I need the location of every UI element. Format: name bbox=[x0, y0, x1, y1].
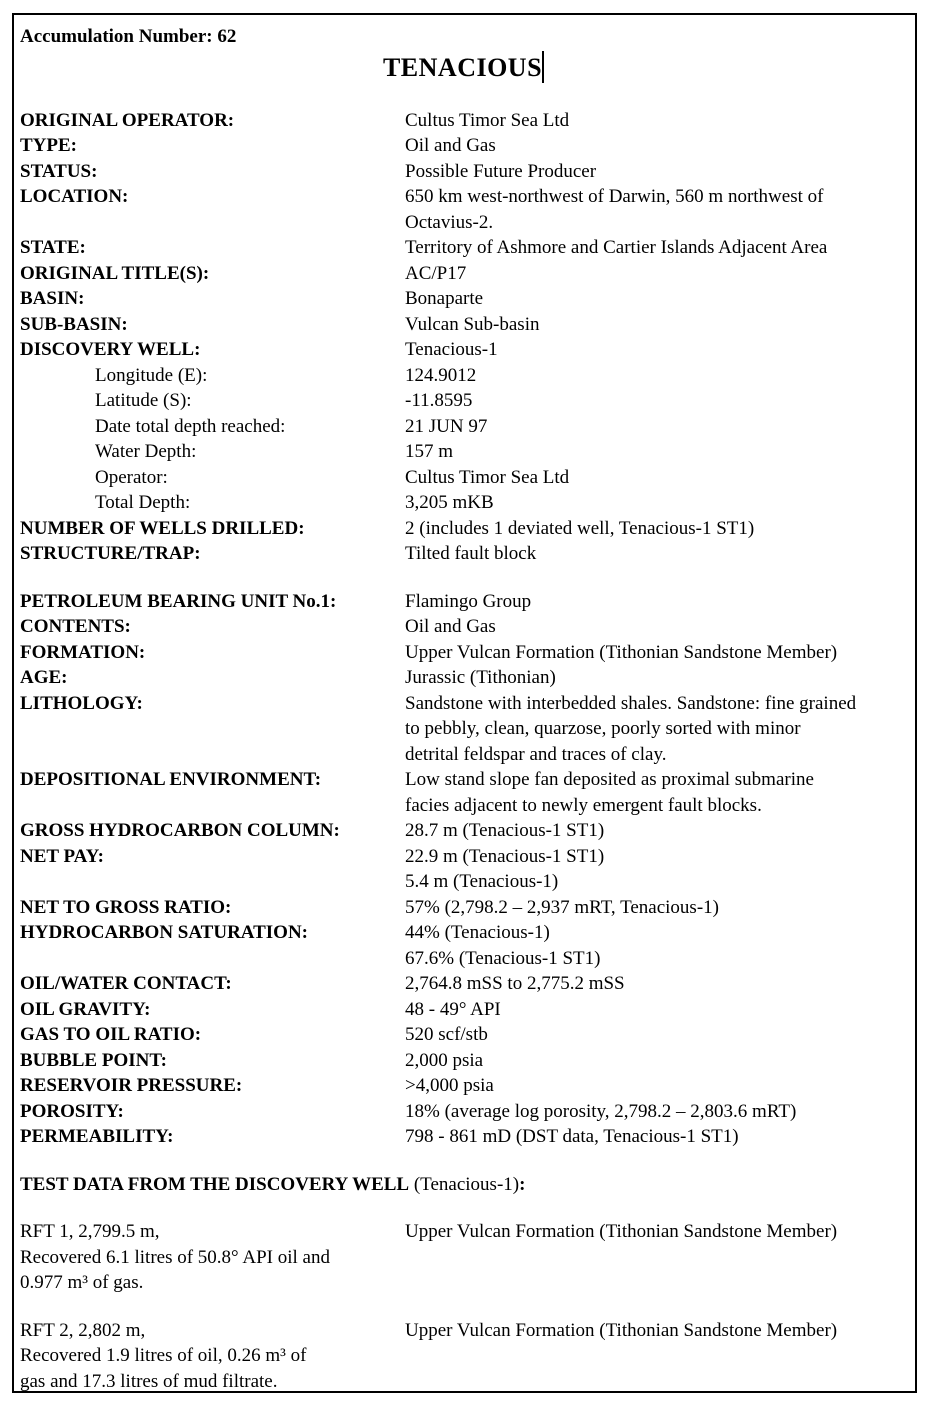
field-value bbox=[405, 159, 907, 185]
field-row bbox=[20, 388, 907, 414]
test-description-line: RFT 2, 2,802 m, bbox=[20, 1319, 146, 1341]
field-label: ORIGINAL TITLE(S): bbox=[20, 262, 210, 284]
document-page bbox=[12, 13, 917, 1393]
field-value bbox=[405, 767, 907, 818]
field-value-line: 157 m bbox=[405, 441, 454, 462]
field-label: STATE: bbox=[20, 237, 86, 258]
field-value bbox=[405, 312, 907, 338]
field-value-line: Octavius-2. bbox=[405, 211, 494, 233]
field-label: RESERVOIR PRESSURE: bbox=[20, 1075, 243, 1096]
field-value-line: Tilted fault block bbox=[405, 543, 537, 564]
field-row bbox=[20, 1073, 907, 1099]
field-row bbox=[20, 895, 907, 921]
field-label: NUMBER OF WELLS DRILLED: bbox=[20, 517, 305, 539]
field-row bbox=[20, 235, 907, 261]
test-entry bbox=[20, 1318, 907, 1394]
field-row bbox=[20, 818, 907, 844]
field-value bbox=[405, 133, 907, 159]
field-value-line: Low stand slope fan deposited as proximal submarine bbox=[405, 769, 814, 790]
test-description-line: Recovered 6.1 litres of 50.8° API oil and bbox=[20, 1246, 330, 1268]
field-row bbox=[20, 1048, 907, 1074]
field-value-line: Oil and Gas bbox=[405, 616, 496, 637]
accumulation-number: Accumulation Number: 62 bbox=[20, 26, 237, 47]
field-value bbox=[405, 640, 907, 666]
field-row bbox=[20, 640, 907, 666]
field-value bbox=[405, 184, 907, 235]
test-data-heading-bold: TEST DATA FROM THE DISCOVERY WELL bbox=[20, 1173, 410, 1195]
test-entry bbox=[20, 1219, 907, 1296]
field-list bbox=[20, 108, 907, 1150]
field-label: LOCATION: bbox=[20, 186, 129, 207]
field-value-line: to pebbly, clean, quarzose, poorly sorted with minor bbox=[405, 718, 801, 739]
field-row bbox=[20, 261, 907, 287]
field-value bbox=[405, 1099, 907, 1125]
field-row bbox=[20, 997, 907, 1023]
field-row bbox=[20, 312, 907, 338]
field-value-line: Possible Future Producer bbox=[405, 160, 597, 182]
field-row bbox=[20, 439, 907, 465]
field-row bbox=[20, 665, 907, 691]
field-value bbox=[405, 286, 907, 312]
field-label: NET PAY: bbox=[20, 845, 104, 867]
field-value-line: 2,764.8 mSS to 2,775.2 mSS bbox=[405, 973, 625, 994]
field-value bbox=[405, 465, 907, 491]
field-label: HYDROCARBON SATURATION: bbox=[20, 922, 309, 943]
test-description-line: Recovered 1.9 litres of oil, 0.26 m³ of bbox=[20, 1345, 307, 1366]
field-value bbox=[405, 261, 907, 287]
test-description bbox=[20, 1219, 405, 1296]
test-data-heading bbox=[20, 1172, 907, 1198]
field-value-line: 57% (2,798.2 – 2,937 mRT, Tenacious-1) bbox=[405, 896, 719, 918]
field-value bbox=[405, 1124, 907, 1150]
field-value-line: 2,000 psia bbox=[405, 1049, 484, 1071]
field-row bbox=[20, 465, 907, 491]
field-row bbox=[20, 589, 907, 615]
field-label: OIL GRAVITY: bbox=[20, 998, 151, 1020]
field-value bbox=[405, 516, 907, 542]
field-label: Longitude (E): bbox=[95, 364, 208, 386]
field-value bbox=[405, 614, 907, 640]
test-formation: Upper Vulcan Formation (Tithonian Sandstone Member) bbox=[405, 1319, 838, 1341]
field-row bbox=[20, 159, 907, 185]
test-formation: Upper Vulcan Formation (Tithonian Sandstone Member) bbox=[405, 1221, 838, 1242]
field-label: DEPOSITIONAL ENVIRONMENT: bbox=[20, 769, 322, 790]
field-label: OIL/WATER CONTACT: bbox=[20, 973, 232, 994]
field-label: SUB-BASIN: bbox=[20, 313, 128, 335]
field-label: PETROLEUM BEARING UNIT No.1: bbox=[20, 590, 337, 612]
field-row bbox=[20, 337, 907, 363]
field-row bbox=[20, 1022, 907, 1048]
field-row bbox=[20, 844, 907, 895]
field-row bbox=[20, 1124, 907, 1150]
test-description-line: RFT 1, 2,799.5 m, bbox=[20, 1221, 160, 1242]
field-label: Operator: bbox=[95, 466, 168, 488]
field-label: Latitude (S): bbox=[95, 390, 192, 411]
field-value-line: 21 JUN 97 bbox=[405, 415, 488, 437]
field-row bbox=[20, 133, 907, 159]
field-value bbox=[405, 844, 907, 895]
field-value-line: 798 - 861 mD (DST data, Tenacious-1 ST1) bbox=[405, 1126, 739, 1147]
field-label: LITHOLOGY: bbox=[20, 692, 143, 714]
field-row bbox=[20, 614, 907, 640]
field-row bbox=[20, 414, 907, 440]
test-description-line: gas and 17.3 litres of mud filtrate. bbox=[20, 1370, 278, 1392]
field-value bbox=[405, 541, 907, 567]
test-description bbox=[20, 1318, 405, 1394]
field-value bbox=[405, 589, 907, 615]
field-value-line: Oil and Gas bbox=[405, 135, 496, 156]
field-value-line: 22.9 m (Tenacious-1 ST1) bbox=[405, 845, 605, 867]
field-label: CONTENTS: bbox=[20, 616, 131, 637]
field-value-line: detrital feldspar and traces of clay. bbox=[405, 743, 667, 765]
field-label: DISCOVERY WELL: bbox=[20, 339, 201, 360]
field-label: BASIN: bbox=[20, 288, 85, 309]
field-label: FORMATION: bbox=[20, 641, 146, 663]
field-value-line: Sandstone with interbedded shales. Sandstone: fine grained bbox=[405, 692, 857, 714]
field-value-line: Territory of Ashmore and Cartier Islands Adjacent Area bbox=[405, 237, 828, 258]
field-row bbox=[20, 363, 907, 389]
field-label: ORIGINAL OPERATOR: bbox=[20, 109, 235, 131]
field-value bbox=[405, 414, 907, 440]
field-value bbox=[405, 691, 907, 768]
field-row bbox=[20, 691, 907, 768]
field-value bbox=[405, 439, 907, 465]
field-value-line: 650 km west-northwest of Darwin, 560 m northwest of bbox=[405, 186, 824, 207]
field-value-line: 44% (Tenacious-1) bbox=[405, 922, 550, 943]
field-label: Water Depth: bbox=[95, 441, 197, 462]
field-row bbox=[20, 108, 907, 134]
field-label: PERMEABILITY: bbox=[20, 1126, 174, 1147]
field-label: Date total depth reached: bbox=[95, 415, 286, 437]
field-value-line: 67.6% (Tenacious-1 ST1) bbox=[405, 947, 601, 969]
field-value-line: Upper Vulcan Formation (Tithonian Sandstone Member) bbox=[405, 641, 838, 663]
field-row bbox=[20, 184, 907, 235]
field-value bbox=[405, 1073, 907, 1099]
field-value-line: Cultus Timor Sea Ltd bbox=[405, 109, 570, 131]
field-value bbox=[405, 895, 907, 921]
field-value bbox=[405, 108, 907, 134]
field-value bbox=[405, 337, 907, 363]
title-row bbox=[20, 51, 907, 86]
test-data-heading-colon: : bbox=[519, 1173, 526, 1195]
field-row bbox=[20, 767, 907, 818]
field-value bbox=[405, 1048, 907, 1074]
field-label: Total Depth: bbox=[95, 492, 191, 513]
field-row bbox=[20, 490, 907, 516]
field-row bbox=[20, 541, 907, 567]
field-value bbox=[405, 920, 907, 971]
field-value-line: 124.9012 bbox=[405, 364, 477, 386]
field-value bbox=[405, 235, 907, 261]
field-value-line: 2 (includes 1 deviated well, Tenacious-1 ST1) bbox=[405, 517, 755, 539]
field-value-line: Flamingo Group bbox=[405, 590, 532, 612]
field-value bbox=[405, 971, 907, 997]
test-data-heading-regular: (Tenacious-1) bbox=[409, 1173, 520, 1195]
field-label: POROSITY: bbox=[20, 1100, 124, 1122]
field-row bbox=[20, 516, 907, 542]
field-value-line: -11.8595 bbox=[405, 390, 473, 411]
field-value-line: 18% (average log porosity, 2,798.2 – 2,803.6 mRT) bbox=[405, 1100, 797, 1122]
field-label: AGE: bbox=[20, 667, 68, 688]
field-value bbox=[405, 818, 907, 844]
field-value-line: Cultus Timor Sea Ltd bbox=[405, 466, 570, 488]
test-data-list bbox=[20, 1219, 907, 1393]
field-label: STATUS: bbox=[20, 160, 98, 182]
field-value-line: 3,205 mKB bbox=[405, 492, 494, 513]
field-value bbox=[405, 363, 907, 389]
field-value-line: AC/P17 bbox=[405, 262, 467, 284]
test-description-line: 0.977 m³ of gas. bbox=[20, 1272, 144, 1293]
field-value-line: Tenacious-1 bbox=[405, 339, 498, 360]
field-value-line: Jurassic (Tithonian) bbox=[405, 667, 556, 688]
field-value-line: Bonaparte bbox=[405, 288, 484, 309]
field-value-line: 28.7 m (Tenacious-1 ST1) bbox=[405, 820, 605, 841]
field-value-line: Vulcan Sub-basin bbox=[405, 313, 540, 335]
field-value bbox=[405, 665, 907, 691]
field-value-line: 520 scf/stb bbox=[405, 1024, 488, 1045]
field-value-line: 48 - 49° API bbox=[405, 998, 501, 1020]
field-row bbox=[20, 1099, 907, 1125]
text-cursor bbox=[542, 51, 544, 83]
field-value bbox=[405, 1022, 907, 1048]
field-label: BUBBLE POINT: bbox=[20, 1049, 167, 1071]
field-label: NET TO GROSS RATIO: bbox=[20, 896, 232, 918]
field-row bbox=[20, 920, 907, 971]
field-value bbox=[405, 388, 907, 414]
field-row bbox=[20, 286, 907, 312]
field-value-line: >4,000 psia bbox=[405, 1075, 494, 1096]
field-row bbox=[20, 971, 907, 997]
field-value-line: 5.4 m (Tenacious-1) bbox=[405, 871, 559, 892]
field-label: TYPE: bbox=[20, 135, 77, 156]
field-value-line: facies adjacent to newly emergent fault blocks. bbox=[405, 794, 762, 816]
field-label: STRUCTURE/TRAP: bbox=[20, 543, 201, 564]
field-label: GAS TO OIL RATIO: bbox=[20, 1024, 202, 1045]
field-value bbox=[405, 490, 907, 516]
field-value bbox=[405, 997, 907, 1023]
field-label: GROSS HYDROCARBON COLUMN: bbox=[20, 820, 340, 841]
page-title: TENACIOUS bbox=[382, 52, 543, 82]
